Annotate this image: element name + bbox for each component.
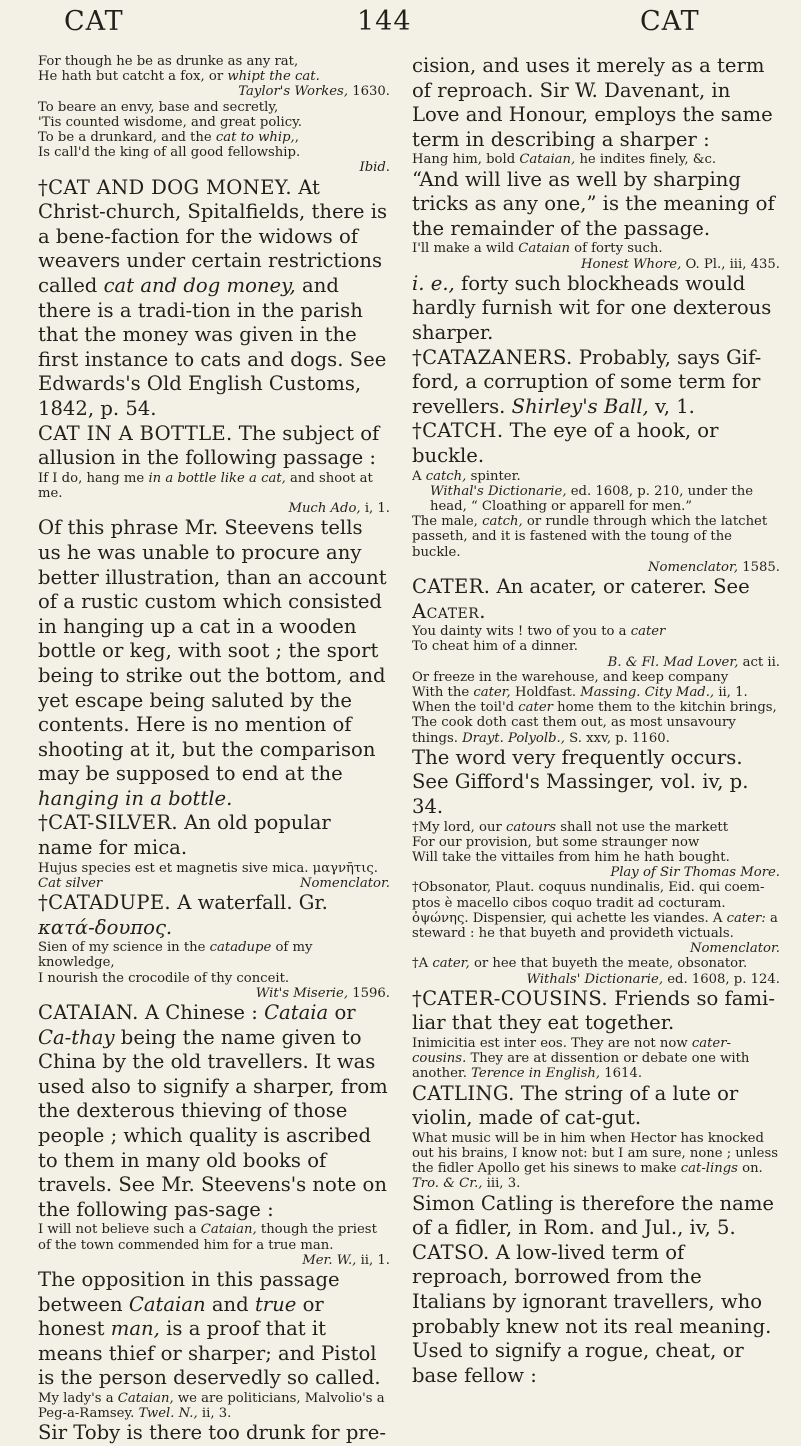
headword: CATER. — [412, 574, 491, 598]
entry-cater-cousins: †CATER-COUSINS. Friends so fami-liar that they eat together. — [412, 986, 775, 1035]
quote-terence: Inimicitia est inter eos. They are not now cater-cousins. They are at dissention or debate one with another. Terence in English, 1614. — [412, 1035, 750, 1082]
quote-obsonator: †Obsonator, Plaut. coquus nundinalis, Eid. qui coem-ptos è macello cibos coquo tradit ad cocturam. ὀψώνης. Dispensier, qui achette les viandes. A cater: a steward : he that buyeth and provideth victuals. — [412, 880, 778, 941]
citation: Honest Whore, O. Pl., iii, 435. — [581, 256, 780, 272]
citation: Nomenclator. — [689, 941, 780, 957]
quote-polyolbion: When the toil'd cater home them to the kitchin brings, The cook doth cast them out, as most unsavoury things. Drayt. Polyolb., S. xxv, p. 1160. — [412, 700, 777, 746]
entry-text: Sir Toby is there too drunk for pre- — [38, 1421, 387, 1445]
entry-text: i. e., forty such blockheads would hardly furnish wit for one dexterous sharper. — [412, 271, 772, 344]
citation: B. & Fl. Mad Lover, act ii. — [607, 654, 780, 670]
citation: Withal's Dictionarie, ed. 1608, p. 210, under the head, “ Cloathing or apparell for men.” — [430, 483, 753, 514]
headword: †CATCH. — [412, 419, 504, 443]
headword: CATLING. — [412, 1081, 515, 1105]
entry-cater: CATER. An acater, or caterer. See Acater. — [412, 574, 750, 623]
citation: Mer. W., ii, 1. — [302, 1252, 390, 1268]
citation: Much Ado, i, 1. — [288, 501, 390, 517]
quote-nomenclator: Hujus species est et magnetis sive mica. μαγνῆτις. Cat silver Nomenclator. — [38, 860, 390, 891]
running-header — [0, 6, 801, 40]
quote-twelfth-night: My lady's a Cataian, we are politicians, Malvolio's a Peg-a-Ramsey. Twel. N., ii, 3. — [38, 1391, 385, 1422]
quote-thomas-more: †My lord, our catours shall not use the markett For our provision, but some straunger now Will take the vittailes from him he hath bought. — [412, 819, 730, 865]
citation: Wit's Miserie, 1596. — [255, 985, 390, 1001]
citation: Nomenclator, 1585. — [647, 559, 780, 575]
entry-cat-in-a-bottle: CAT IN A BOTTLE. The subject of allusion in the following passage : — [38, 421, 380, 470]
citation: Withals' Dictionarie, ed. 1608, p. 124. — [526, 971, 780, 987]
headword: †CATADUPE. — [38, 891, 171, 915]
headword: CATSO. — [412, 1240, 490, 1264]
quote-withals: †A cater, or hee that buyeth the meate, obsonator. — [412, 956, 748, 972]
header-right: CAT — [640, 6, 700, 37]
header-left: CAT — [64, 6, 124, 37]
headword: †CAT-SILVER. — [38, 811, 178, 835]
headword: CAT IN A BOTTLE. — [38, 421, 233, 445]
quote-taylor: For though he be as drunke as any rat, He hath but catcht a fox, or whipt the cat. — [38, 54, 320, 85]
quote-honest-whore: I'll make a wild Cataian of forty such. — [412, 241, 663, 257]
citation: Play of Sir Thomas More. — [610, 865, 780, 881]
headword: †CATAZANERS. — [412, 345, 573, 369]
quote-mad-lover: You dainty wits ! two of you to a cater To cheat him of a dinner. — [412, 624, 666, 655]
entry-cat-and-dog-money: †CAT AND DOG MONEY. At Christ-church, Spitalfields, there is a bene-faction for the widows of weavers under certain restrictions called cat and dog money, and there is a tradi-tion in the parish that the money was given in the first instance to cats and dogs. See Edwards's Old English Customs, 1842, p. 54. — [38, 175, 388, 420]
citation: Taylor's Workes, 1630. — [238, 84, 390, 100]
entry-catch: †CATCH. The eye of a hook, or buckle. — [412, 419, 719, 467]
quote-catch-2: The male, catch, or rundle through which the latchet passeth, and it is fastened with the toung of the buckle. — [412, 514, 768, 560]
quote-merry-wives: I will not believe such a Cataian, though the priest of the town commended him for a true man. — [38, 1222, 377, 1253]
quote-troilus: What music will be in him when Hector has knocked out his brains, I know not: but I am sure, none ; unless the fidler Apollo get his sinews to make cat-lings on. Tro. & Cr., iii, 3. — [412, 1130, 778, 1192]
quote-city-madam: Or freeze in the warehouse, and keep company With the cater, Holdfast. Massing. City Mad., ii, 1. — [412, 669, 748, 700]
entry-catso: CATSO. A low-lived term of reproach, borrowed from the Italians by ignorant travellers, who probably knew not its real meaning. Used to signify a rogue, cheat, or base fellow : — [412, 1240, 772, 1387]
entry-text: The word very frequently occurs. See Gifford's Massinger, vol. iv, p. 34. — [412, 745, 749, 818]
quote-wits-miserie: Sien of my science in the catadupe of my knowledge, I nourish the crocodile of thy conceit. — [38, 940, 313, 986]
right-column — [412, 54, 780, 1388]
quote-taylor-2: To beare an envy, base and secretly, 'Tis counted wisdome, and great policy. To be a drunkard, and the cat to whip,, Is call'd the king of all good fellowship. — [38, 99, 302, 161]
quote-love-honour: Hang him, bold Cataian, he indites finely, &c. — [412, 152, 717, 168]
entry-text: “And will live as well by sharping tricks as any one,” is the meaning of the remainder of the passage. — [412, 167, 775, 240]
entry-cataian: CATAIAN. A Chinese : Cataia or Ca-thay being the name given to China by the old travellers. It was used also to signify a sharper, from the dexterous thieving of those people ; which quality is ascribed to them in many old books of travels. See Mr. Steevens's note on the following pas-sage : — [38, 1001, 388, 1221]
entry-catadupe: †CATADUPE. A waterfall. Gr. κατά-δουπος. — [38, 891, 328, 939]
left-column — [38, 54, 390, 1446]
headword: CATAIAN. — [38, 1001, 139, 1025]
quote-catch: A catch, spinter. — [412, 468, 521, 484]
entry-text: The opposition in this passage between Cataian and true or honest man, is a proof that it means thief or sharper; and Pistol is the person deservedly so called. — [38, 1268, 381, 1390]
headword: †CAT AND DOG MONEY. — [38, 175, 292, 199]
quote-much-ado: If I do, hang me in a bottle like a cat, and shoot at me. — [38, 470, 373, 501]
entry-text: Of this phrase Mr. Steevens tells us he was unable to procure any better illustration, than an account of a rustic custom which consisted in hanging up a cat in a wooden bottle or keg, with soot ; the sport being to strike out the bottom, and yet escape being saluted by the contents. Here is no mention of shooting at it, but the comparison may be supposed to end at the hanging in a bottle. — [38, 516, 387, 810]
entry-text: Simon Catling is therefore the name of a fidler, in Rom. and Jul., iv, 5. — [412, 1191, 775, 1240]
entry-cat-silver: †CAT-SILVER. An old popular name for mica. — [38, 811, 331, 860]
entry-catling: CATLING. The string of a lute or violin, made of cat-gut. — [412, 1081, 739, 1130]
citation: Ibid. — [359, 160, 390, 176]
page-number: 144 — [357, 6, 412, 37]
headword: †CATER-COUSINS. — [412, 986, 608, 1010]
entry-text: cision, and uses it merely as a term of reproach. Sir W. Davenant, in Love and Honour, employs the same term in describing a sharper : — [412, 54, 773, 151]
entry-catazaners: †CATAZANERS. Probably, says Gif-ford, a corruption of some term for revellers. Shirley's Ball, v, 1. — [412, 345, 762, 418]
